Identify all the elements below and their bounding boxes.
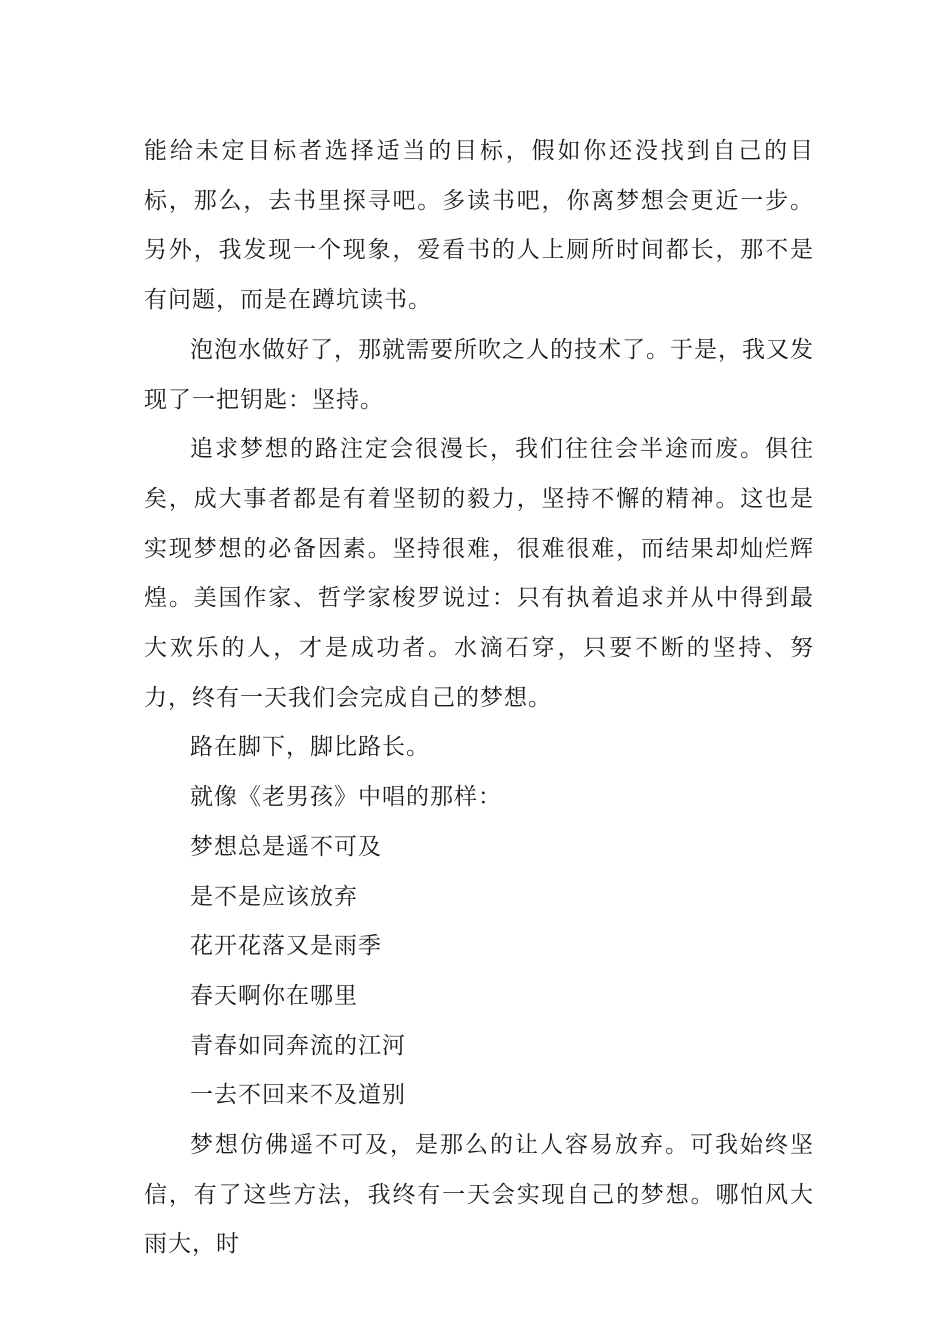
paragraph-road-underfoot: 路在脚下，脚比路长。	[190, 734, 430, 761]
paragraph-continued: 能给未定目标者选择适当的目标，假如你还没找到自己的目标，那么，去书里探寻吧。多读书吧，你离梦想会更近一步。另外，我发现一个现象，爱看书的人上厕所时间都长，那不是有问题，而是在蹲坑读书。	[144, 138, 814, 314]
lyric-line: 是不是应该放弃	[190, 883, 358, 910]
paragraph-song-intro: 就像《老男孩》中唱的那样：	[190, 784, 502, 811]
paragraph-persistence: 追求梦想的路注定会很漫长，我们往往会半途而废。俱往矣，成大事者都是有着坚韧的毅力，坚持不懈的精神。这也是实现梦想的必备因素。坚持很难，很难很难，而结果却灿烂辉煌。美国作家、哲学家梭罗说过：只有执着追求并从中得到最大欢乐的人，才是成功者。水滴石穿，只要不断的坚持、努力，终有一天我们会完成自己的梦想。	[144, 436, 814, 711]
lyric-line: 花开花落又是雨季	[190, 933, 382, 960]
lyric-line: 春天啊你在哪里	[190, 982, 358, 1009]
paragraph-conclusion: 梦想仿佛遥不可及，是那么的让人容易放弃。可我始终坚信，有了这些方法，我终有一天会实现自己的梦想。哪怕风大雨大，时	[144, 1132, 814, 1258]
paragraph-bubble-water: 泡泡水做好了，那就需要所吹之人的技术了。于是，我又发现了一把钥匙：坚持。	[144, 336, 814, 413]
lyric-line: 梦想总是遥不可及	[190, 833, 382, 860]
document-body	[144, 127, 814, 1270]
lyric-line: 青春如同奔流的江河	[190, 1032, 406, 1059]
lyric-line: 一去不回来不及道别	[190, 1082, 406, 1109]
